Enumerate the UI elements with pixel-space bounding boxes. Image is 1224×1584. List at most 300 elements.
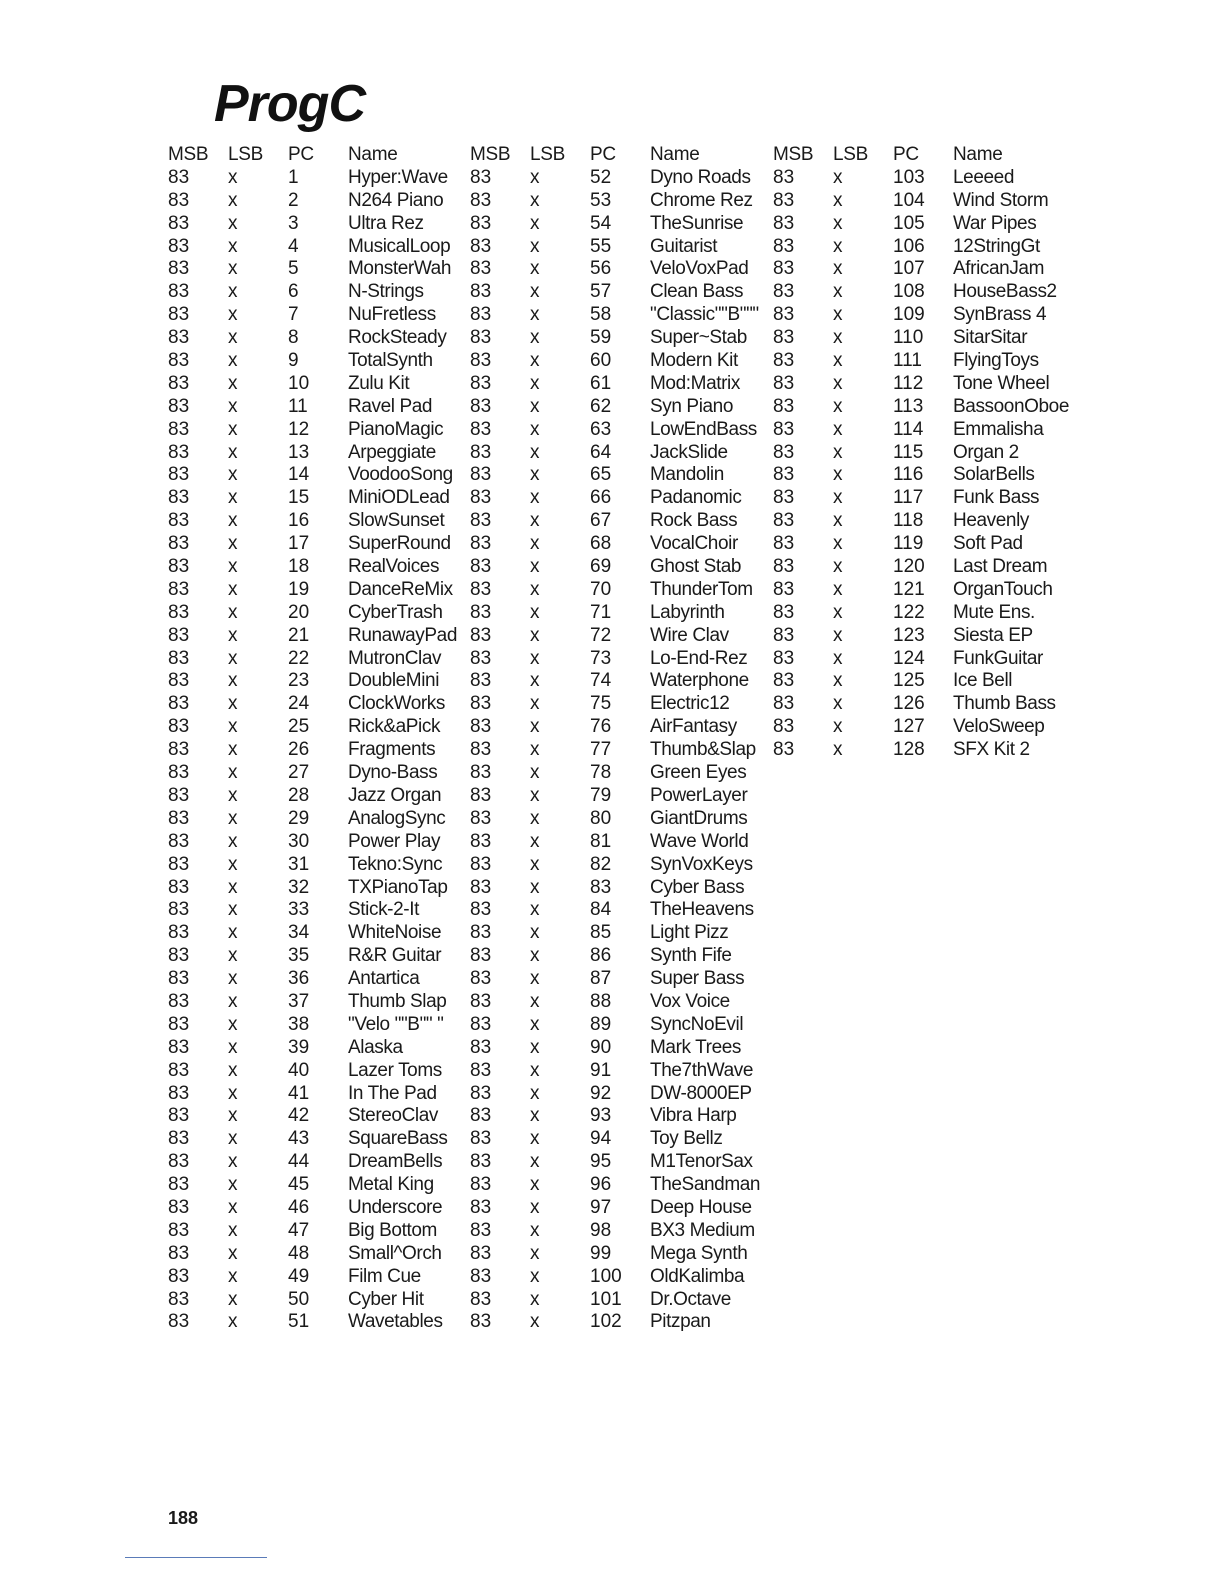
header-lsb: LSB <box>228 144 264 165</box>
cell-pc: 128 <box>893 739 925 761</box>
cell-name: SynBrass 4 <box>953 304 1047 326</box>
cell-msb: 83 <box>470 1128 492 1150</box>
cell-lsb: x <box>833 624 843 646</box>
cell-lsb: x <box>833 235 843 257</box>
cell-lsb: x <box>833 693 843 715</box>
cell-pc: 31 <box>288 853 310 875</box>
cell-lsb: x <box>228 533 238 555</box>
table-row <box>470 968 772 991</box>
cell-name: Thumb Bass <box>953 693 1056 715</box>
cell-msb: 83 <box>470 784 492 806</box>
table-row <box>168 854 470 877</box>
header-name: Name <box>953 144 1003 165</box>
cell-name: Padanomic <box>650 487 742 509</box>
cell-name: Hyper:Wave <box>348 166 448 188</box>
table-row <box>168 1083 470 1106</box>
table-row <box>168 716 470 739</box>
table-row <box>168 396 470 419</box>
cell-lsb: x <box>833 166 843 188</box>
cell-msb: 83 <box>470 693 492 715</box>
cell-lsb: x <box>228 189 238 211</box>
table-row <box>470 236 772 259</box>
table-row <box>470 1105 772 1128</box>
cell-pc: 105 <box>893 212 925 234</box>
cell-msb: 83 <box>470 510 492 532</box>
cell-lsb: x <box>228 1174 238 1196</box>
cell-msb: 83 <box>168 1082 190 1104</box>
cell-lsb: x <box>228 1059 238 1081</box>
cell-name: SyncNoEvil <box>650 1013 744 1035</box>
table-row <box>168 1243 470 1266</box>
cell-lsb: x <box>530 556 540 578</box>
cell-pc: 73 <box>590 647 612 669</box>
table-row <box>168 693 470 716</box>
cell-pc: 113 <box>893 395 924 417</box>
cell-name: N264 Piano <box>348 189 444 211</box>
table-row <box>470 213 772 236</box>
table-row <box>773 648 1075 671</box>
cell-name: Super~Stab <box>650 327 747 349</box>
header-pc: PC <box>893 144 919 165</box>
cell-name: Thumb Slap <box>348 990 447 1012</box>
cell-pc: 64 <box>590 441 612 463</box>
cell-pc: 22 <box>288 647 310 669</box>
cell-pc: 15 <box>288 487 310 509</box>
cell-msb: 83 <box>168 212 190 234</box>
cell-pc: 62 <box>590 395 612 417</box>
cell-name: "Classic""B""" <box>650 304 759 326</box>
cell-msb: 83 <box>470 968 492 990</box>
cell-msb: 83 <box>773 716 795 738</box>
cell-msb: 83 <box>470 556 492 578</box>
table-row <box>168 831 470 854</box>
cell-name: Wire Clav <box>650 624 729 646</box>
cell-pc: 67 <box>590 510 612 532</box>
cell-msb: 83 <box>470 281 492 303</box>
cell-name: Chrome Rez <box>650 189 753 211</box>
cell-name: Siesta EP <box>953 624 1033 646</box>
cell-msb: 83 <box>168 533 190 555</box>
cell-lsb: x <box>228 693 238 715</box>
cell-lsb: x <box>530 533 540 555</box>
cell-name: Emmalisha <box>953 418 1044 440</box>
cell-msb: 83 <box>168 1265 190 1287</box>
cell-name: StereoClav <box>348 1105 438 1127</box>
cell-pc: 110 <box>893 327 924 349</box>
cell-msb: 83 <box>470 327 492 349</box>
table-row <box>773 236 1075 259</box>
cell-pc: 58 <box>590 304 612 326</box>
cell-name: Organ 2 <box>953 441 1019 463</box>
cell-lsb: x <box>530 212 540 234</box>
cell-name: Soft Pad <box>953 533 1023 555</box>
cell-pc: 91 <box>590 1059 612 1081</box>
cell-pc: 47 <box>288 1219 310 1241</box>
table-row <box>470 602 772 625</box>
cell-msb: 83 <box>470 1242 492 1264</box>
cell-name: Mute Ens. <box>953 601 1035 623</box>
cell-pc: 12 <box>288 418 310 440</box>
cell-name: Antartica <box>348 968 420 990</box>
cell-msb: 83 <box>470 899 492 921</box>
cell-name: Labyrinth <box>650 601 725 623</box>
table-row <box>470 464 772 487</box>
cell-pc: 93 <box>590 1105 612 1127</box>
table-row <box>470 258 772 281</box>
cell-pc: 83 <box>590 876 612 898</box>
cell-lsb: x <box>530 487 540 509</box>
cell-pc: 14 <box>288 464 310 486</box>
cell-pc: 18 <box>288 556 310 578</box>
cell-pc: 16 <box>288 510 310 532</box>
cell-msb: 83 <box>470 395 492 417</box>
cell-name: VocalChoir <box>650 533 738 555</box>
cell-lsb: x <box>228 487 238 509</box>
table-body <box>470 167 772 1334</box>
table-body <box>773 167 1075 762</box>
cell-msb: 83 <box>168 418 190 440</box>
cell-lsb: x <box>530 1288 540 1310</box>
cell-pc: 2 <box>288 189 299 211</box>
cell-lsb: x <box>833 670 843 692</box>
cell-pc: 74 <box>590 670 612 692</box>
cell-pc: 72 <box>590 624 612 646</box>
cell-name: ThunderTom <box>650 578 753 600</box>
table-row <box>168 258 470 281</box>
cell-pc: 59 <box>590 327 612 349</box>
cell-pc: 68 <box>590 533 612 555</box>
cell-msb: 83 <box>470 464 492 486</box>
cell-msb: 83 <box>470 212 492 234</box>
program-table-section-2 <box>470 144 772 1334</box>
cell-pc: 17 <box>288 533 310 555</box>
cell-pc: 63 <box>590 418 612 440</box>
cell-msb: 83 <box>168 807 190 829</box>
cell-msb: 83 <box>470 601 492 623</box>
table-row <box>470 648 772 671</box>
table-row <box>168 1266 470 1289</box>
cell-name: SlowSunset <box>348 510 445 532</box>
cell-name: SuperRound <box>348 533 451 555</box>
cell-lsb: x <box>530 258 540 280</box>
cell-lsb: x <box>833 189 843 211</box>
cell-msb: 83 <box>168 647 190 669</box>
cell-msb: 83 <box>168 899 190 921</box>
table-row <box>470 1243 772 1266</box>
table-row <box>470 327 772 350</box>
cell-lsb: x <box>530 1242 540 1264</box>
cell-pc: 5 <box>288 258 299 280</box>
cell-lsb: x <box>530 235 540 257</box>
cell-lsb: x <box>530 395 540 417</box>
cell-lsb: x <box>530 1311 540 1333</box>
cell-name: The7thWave <box>650 1059 754 1081</box>
table-row <box>470 899 772 922</box>
table-row <box>470 1060 772 1083</box>
cell-msb: 83 <box>773 281 795 303</box>
cell-lsb: x <box>530 441 540 463</box>
table-row <box>470 1311 772 1334</box>
cell-msb: 83 <box>168 670 190 692</box>
cell-pc: 78 <box>590 762 612 784</box>
cell-msb: 83 <box>168 166 190 188</box>
cell-msb: 83 <box>773 350 795 372</box>
table-header-row <box>168 144 470 167</box>
cell-name: JackSlide <box>650 441 728 463</box>
header-name: Name <box>650 144 700 165</box>
cell-lsb: x <box>228 1151 238 1173</box>
cell-lsb: x <box>530 601 540 623</box>
cell-pc: 119 <box>893 533 924 555</box>
cell-pc: 29 <box>288 807 310 829</box>
table-row <box>470 304 772 327</box>
table-row <box>470 1128 772 1151</box>
cell-lsb: x <box>228 510 238 532</box>
cell-msb: 83 <box>168 189 190 211</box>
cell-name: Cyber Bass <box>650 876 745 898</box>
cell-msb: 83 <box>168 1151 190 1173</box>
table-row <box>470 1151 772 1174</box>
table-row <box>470 556 772 579</box>
cell-name: Vox Voice <box>650 990 730 1012</box>
cell-lsb: x <box>833 281 843 303</box>
cell-name: AfricanJam <box>953 258 1045 280</box>
cell-name: Syn Piano <box>650 395 734 417</box>
cell-name: TotalSynth <box>348 350 433 372</box>
cell-name: Clean Bass <box>650 281 744 303</box>
cell-name: M1TenorSax <box>650 1151 753 1173</box>
cell-msb: 83 <box>168 945 190 967</box>
cell-msb: 83 <box>773 441 795 463</box>
cell-lsb: x <box>530 166 540 188</box>
cell-lsb: x <box>228 1105 238 1127</box>
cell-pc: 126 <box>893 693 925 715</box>
cell-name: VoodooSong <box>348 464 453 486</box>
table-row <box>773 693 1075 716</box>
cell-pc: 79 <box>590 784 612 806</box>
cell-pc: 71 <box>590 601 612 623</box>
cell-pc: 115 <box>893 441 924 463</box>
header-name: Name <box>348 144 398 165</box>
table-body <box>168 167 470 1334</box>
header-msb: MSB <box>470 144 511 165</box>
cell-pc: 92 <box>590 1082 612 1104</box>
cell-lsb: x <box>228 853 238 875</box>
cell-name: RealVoices <box>348 556 440 578</box>
cell-pc: 8 <box>288 327 299 349</box>
cell-lsb: x <box>228 418 238 440</box>
cell-name: Dyno Roads <box>650 166 751 188</box>
cell-name: HouseBass2 <box>953 281 1057 303</box>
cell-name: Ghost Stab <box>650 556 742 578</box>
cell-lsb: x <box>530 1265 540 1287</box>
cell-pc: 112 <box>893 372 924 394</box>
cell-lsb: x <box>833 418 843 440</box>
cell-name: Guitarist <box>650 235 718 257</box>
cell-msb: 83 <box>168 601 190 623</box>
cell-pc: 41 <box>288 1082 310 1104</box>
cell-msb: 83 <box>470 945 492 967</box>
cell-msb: 83 <box>470 830 492 852</box>
cell-lsb: x <box>530 1174 540 1196</box>
table-row <box>168 1197 470 1220</box>
cell-name: DreamBells <box>348 1151 443 1173</box>
cell-msb: 83 <box>168 464 190 486</box>
cell-pc: 11 <box>288 395 308 417</box>
cell-pc: 104 <box>893 189 925 211</box>
cell-lsb: x <box>530 510 540 532</box>
cell-pc: 20 <box>288 601 310 623</box>
page-title: ProgC <box>214 75 365 133</box>
cell-lsb: x <box>228 1311 238 1333</box>
cell-msb: 83 <box>470 1151 492 1173</box>
cell-msb: 83 <box>773 166 795 188</box>
table-row <box>470 442 772 465</box>
table-row <box>470 1014 772 1037</box>
table-row <box>168 327 470 350</box>
cell-pc: 120 <box>893 556 925 578</box>
cell-lsb: x <box>228 807 238 829</box>
cell-lsb: x <box>530 1105 540 1127</box>
cell-msb: 83 <box>168 556 190 578</box>
cell-lsb: x <box>228 1036 238 1058</box>
cell-name: Dr.Octave <box>650 1288 731 1310</box>
cell-lsb: x <box>833 601 843 623</box>
table-row <box>470 762 772 785</box>
cell-lsb: x <box>228 1128 238 1150</box>
table-row <box>773 258 1075 281</box>
cell-pc: 1 <box>288 166 299 188</box>
cell-name: Last Dream <box>953 556 1048 578</box>
cell-pc: 124 <box>893 647 925 669</box>
cell-msb: 83 <box>470 1013 492 1035</box>
cell-msb: 83 <box>470 441 492 463</box>
cell-lsb: x <box>228 830 238 852</box>
cell-lsb: x <box>228 235 238 257</box>
cell-pc: 88 <box>590 990 612 1012</box>
cell-lsb: x <box>833 212 843 234</box>
cell-pc: 28 <box>288 784 310 806</box>
cell-pc: 42 <box>288 1105 310 1127</box>
cell-pc: 33 <box>288 899 310 921</box>
table-row <box>773 716 1075 739</box>
cell-name: VeloVoxPad <box>650 258 749 280</box>
cell-msb: 83 <box>168 1128 190 1150</box>
cell-lsb: x <box>530 578 540 600</box>
cell-pc: 25 <box>288 716 310 738</box>
table-row <box>773 327 1075 350</box>
cell-msb: 83 <box>773 304 795 326</box>
cell-name: Alaska <box>348 1036 403 1058</box>
cell-msb: 83 <box>168 693 190 715</box>
cell-msb: 83 <box>168 739 190 761</box>
cell-name: Vibra Harp <box>650 1105 737 1127</box>
cell-msb: 83 <box>470 624 492 646</box>
table-row <box>168 213 470 236</box>
table-row <box>168 1014 470 1037</box>
cell-name: Modern Kit <box>650 350 738 372</box>
cell-msb: 83 <box>168 1219 190 1241</box>
cell-name: Arpeggiate <box>348 441 436 463</box>
cell-msb: 83 <box>773 647 795 669</box>
cell-msb: 83 <box>773 418 795 440</box>
cell-pc: 97 <box>590 1196 612 1218</box>
cell-lsb: x <box>530 1196 540 1218</box>
cell-msb: 83 <box>470 1265 492 1287</box>
table-row <box>168 877 470 900</box>
cell-name: NuFretless <box>348 304 436 326</box>
table-row <box>470 350 772 373</box>
cell-lsb: x <box>833 556 843 578</box>
table-row <box>773 281 1075 304</box>
cell-name: SquareBass <box>348 1128 448 1150</box>
cell-name: Jazz Organ <box>348 784 442 806</box>
cell-pc: 125 <box>893 670 925 692</box>
cell-pc: 103 <box>893 166 925 188</box>
cell-name: DoubleMini <box>348 670 440 692</box>
cell-lsb: x <box>530 1059 540 1081</box>
table-row <box>168 510 470 533</box>
cell-name: BX3 Medium <box>650 1219 755 1241</box>
cell-pc: 44 <box>288 1151 310 1173</box>
cell-name: Mod:Matrix <box>650 372 740 394</box>
cell-lsb: x <box>530 304 540 326</box>
cell-msb: 83 <box>470 670 492 692</box>
table-header-row <box>773 144 1075 167</box>
table-row <box>168 1311 470 1334</box>
table-row <box>470 693 772 716</box>
cell-lsb: x <box>530 327 540 349</box>
cell-lsb: x <box>530 853 540 875</box>
cell-name: AnalogSync <box>348 807 446 829</box>
cell-pc: 82 <box>590 853 612 875</box>
header-pc: PC <box>288 144 314 165</box>
cell-pc: 61 <box>590 372 612 394</box>
table-row <box>773 556 1075 579</box>
table-row <box>168 968 470 991</box>
cell-name: Lazer Toms <box>348 1059 442 1081</box>
cell-msb: 83 <box>168 441 190 463</box>
cell-msb: 83 <box>773 372 795 394</box>
cell-name: Thumb&Slap <box>650 739 756 761</box>
cell-msb: 83 <box>773 533 795 555</box>
table-row <box>168 556 470 579</box>
cell-lsb: x <box>530 830 540 852</box>
footer-rule <box>125 1557 267 1558</box>
table-row <box>470 991 772 1014</box>
cell-lsb: x <box>228 1013 238 1035</box>
cell-lsb: x <box>530 899 540 921</box>
cell-lsb: x <box>228 304 238 326</box>
cell-lsb: x <box>228 212 238 234</box>
table-row <box>168 167 470 190</box>
table-row <box>168 1151 470 1174</box>
cell-pc: 55 <box>590 235 612 257</box>
cell-lsb: x <box>833 647 843 669</box>
cell-msb: 83 <box>168 716 190 738</box>
cell-name: OldKalimba <box>650 1265 745 1287</box>
cell-name: Funk Bass <box>953 487 1040 509</box>
cell-lsb: x <box>833 327 843 349</box>
cell-name: Mark Trees <box>650 1036 742 1058</box>
cell-msb: 83 <box>773 464 795 486</box>
cell-lsb: x <box>833 578 843 600</box>
cell-pc: 96 <box>590 1174 612 1196</box>
table-row <box>168 1220 470 1243</box>
cell-lsb: x <box>833 533 843 555</box>
table-row <box>470 670 772 693</box>
cell-msb: 83 <box>168 1059 190 1081</box>
